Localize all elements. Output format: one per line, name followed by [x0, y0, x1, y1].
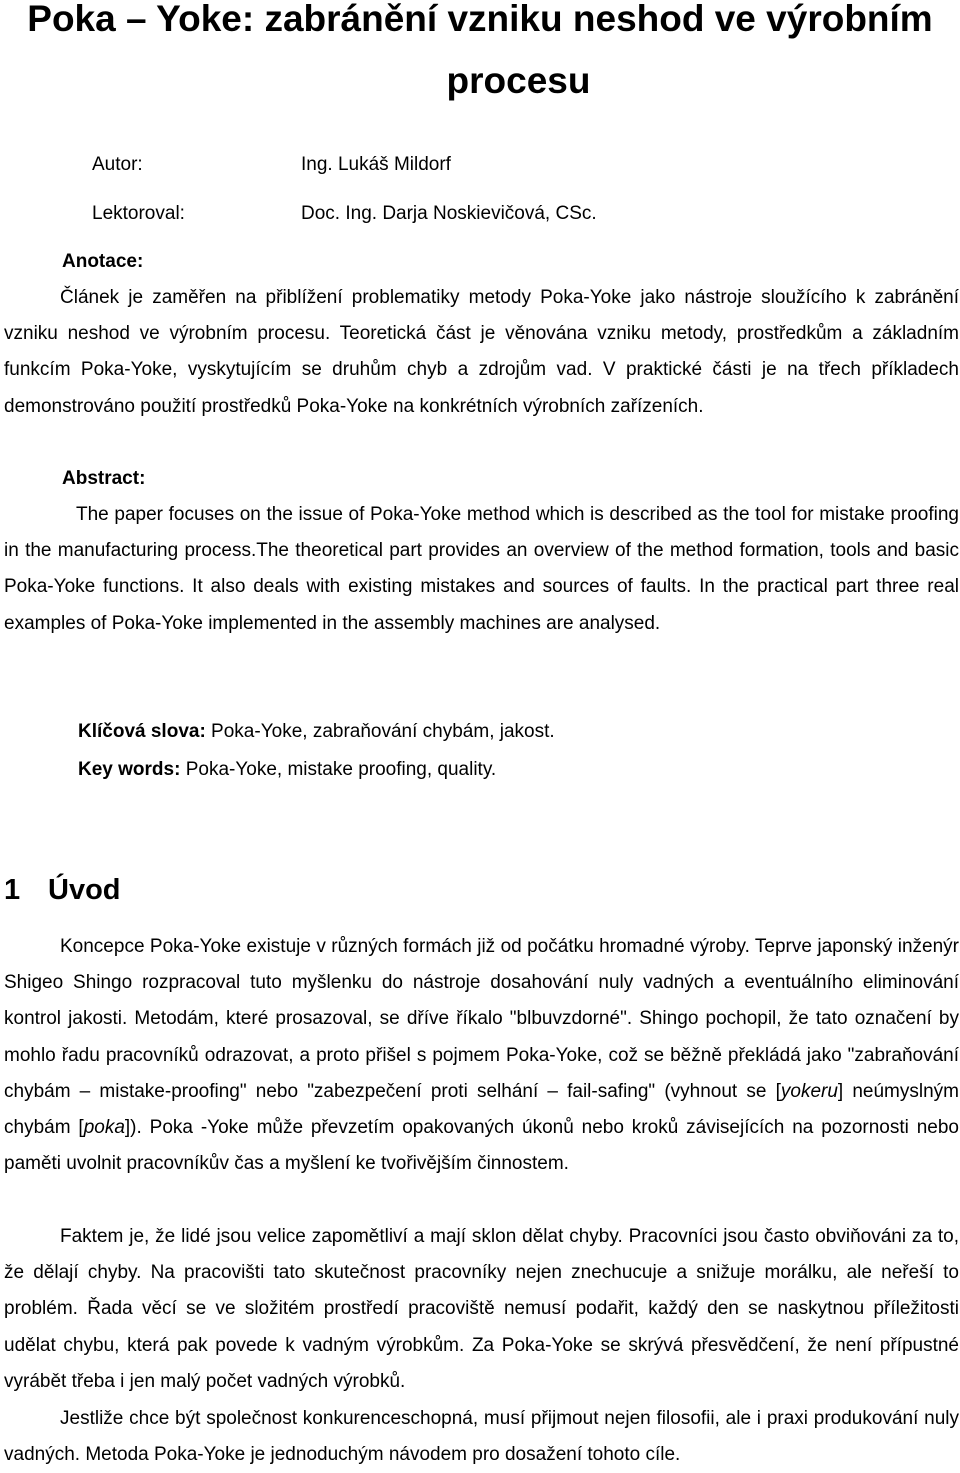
reviewer-name: Doc. Ing. Darja Noskievičová, CSc. [301, 203, 597, 224]
intro-p1-part-b: ] neúmyslným chybám [ [4, 1080, 959, 1139]
author-name: Ing. Lukáš Mildorf [301, 154, 451, 175]
abstract-text: The paper focuses on the issue of Poka-Yoke method which is described as the tool for mistake proofing in the manufacturing process.The theoretical part provides an overview of the method formation, tools and basic Poka-Yoke functions. It also deals with existing mistakes and sources of faults. In the practical part three real examples of Poka-Yoke implemented in the assembly machines are analysed. [4, 504, 959, 634]
keywords-en-label: Key words: [78, 759, 181, 780]
paper-title-line-2 [0, 62, 960, 99]
author-label: Autor: [92, 154, 143, 175]
intro-p1-italic-yokeru: yokeru [780, 1080, 838, 1102]
intro-p1-part-a: Koncepce Poka-Yoke existuje v různých formách již od počátku hromadné výroby. Teprve japonský inženýr Shigeo Shingo rozpracoval tuto myšlenku do nástroje dosahování nuly vadných a eventuálního eliminování kontrol jakosti. Metodám, které prosazoval, se dříve říkalo "blbuvzdorné". Shingo pochopil, že tato označení by mohlo řadu pracovníků odrazovat, a proto přišel s pojmem Poka-Yoke, což se běžně překládá jako "zabraňování chybám – mistake-proofing" nebo "zabezpečení proti selhání – fail-safing" (vyhnout se [ [4, 936, 959, 1102]
reviewer-label: Lektoroval: [92, 203, 185, 224]
abstract-heading: Abstract: [62, 468, 146, 489]
paper-title-line-1: Poka – Yoke: zabránění vzniku neshod ve výrobním [27, 0, 933, 39]
keywords-en-text: Poka-Yoke, mistake proofing, quality. [180, 759, 497, 780]
intro-paragraph-3: Jestliže chce být společnost konkurenceschopná, musí přijmout nejen filosofii, ale i praxi produkování nuly vadných. Metoda Poka-Yoke je jednoduchým návodem pro dosažení tohoto cíle. [4, 1408, 959, 1466]
section-title: Úvod [48, 874, 121, 906]
section-heading [4, 876, 121, 905]
intro-p1-italic-poka: poka [83, 1117, 125, 1139]
keywords-cz-label: Klíčová slova: [78, 721, 206, 742]
annotation-text: Článek je zaměřen na přiblížení problematiky metody Poka-Yoke jako nástroje sloužícího k zabránění vzniku neshod ve výrobním procesu. Teoretická část je věnována vzniku metody, prostředkům a základním funkcím Poka-Yoke, vyskytujícím se druhům chyb a zdrojům vad. V praktické části je na třech příkladech demonstrováno použití prostředků Poka-Yoke na konkrétních výrobních zařízeních. [4, 287, 959, 417]
intro-paragraph-1 [4, 929, 959, 1182]
keywords-cz [78, 722, 555, 741]
paper-title-line-2-text: procesu [446, 60, 591, 101]
section-number: 1 [4, 874, 21, 906]
keywords-cz-text: Poka-Yoke, zabraňování chybám, jakost. [205, 721, 555, 742]
annotation-heading: Anotace: [62, 251, 144, 272]
keywords-en [78, 760, 496, 779]
intro-p1-part-c: ]). Poka -Yoke může převzetím opakovaných úkonů nebo kroků závisejících na pozornosti nebo paměti uvolnit pracovníkův čas a myšlení ke tvořivějším činnostem. [4, 1117, 960, 1175]
intro-paragraph-2: Faktem je, že lidé jsou velice zapomětliví a mají sklon dělat chyby. Pracovníci jsou často obviňováni za to, že dělají chyby. Na pracovišti tato skutečnost pracovníky nejen znechucuje a snižuje morálku, ale neřeší to problém. Řada věcí se ve složitém prostředí pracoviště nemusí podařit, každý den se naskytnou příležitosti udělat chybu, která pak povede k vadným výrobkům. Za Poka-Yoke se skrývá přesvědčení, že není přípustné vyrábět třeba i jen malý počet vadných výrobků. [4, 1226, 959, 1392]
